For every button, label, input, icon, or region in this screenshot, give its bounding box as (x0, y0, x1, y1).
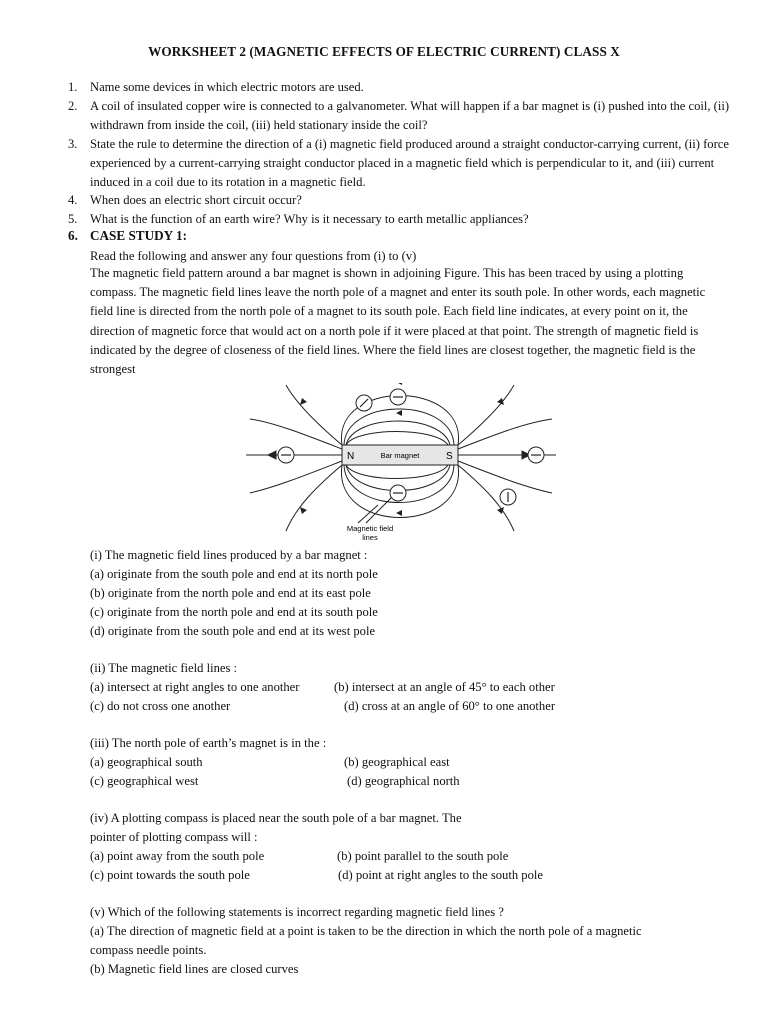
case-study-instruction: Read the following and answer any four questions from (i) to (v) (90, 249, 417, 263)
case-study-paragraph: The magnetic field pattern around a bar magnet is shown in adjoining Figure. This has been traced by using a plotting compass. The magnetic field lines leave the north pole of a magnet and enter its south pole. In other words, each magnetic field line is directed from the north pole of a magnet to its south pole. Each field line indicates, at every point on it, the direction of magnetic force that would act on a north pole if it were placed at that point. The strength of magnetic field is indicated by the degree of closeness of the field lines. Where the field lines are closest together, the magnetic field is the strongest (90, 266, 706, 377)
case-study-title: CASE STUDY 1: (90, 228, 187, 243)
q3-option-b: (b) geographical east (344, 755, 450, 769)
q2-option-c: (c) do not cross one another (90, 699, 231, 713)
question-number: 5. (68, 212, 78, 226)
question-number: 4. (68, 193, 78, 207)
q3-option-c: (c) geographical west (90, 774, 199, 788)
bar-magnet-figure (246, 383, 556, 543)
q4-stem-line1: (iv) A plotting compass is placed near the south pole of a bar magnet. The (90, 811, 462, 825)
q4-stem-line2: pointer of plotting compass will : (90, 830, 258, 844)
q1-option-b: (b) originate from the north pole and end at its east pole (90, 586, 371, 600)
question-text: Name some devices in which electric motors are used. (90, 80, 364, 94)
question-text: What is the function of an earth wire? Why is it necessary to earth metallic appliances? (90, 212, 529, 226)
q4-option-d: (d) point at right angles to the south pole (338, 868, 543, 882)
q2-option-d: (d) cross at an angle of 60° to one another (344, 699, 556, 713)
q5-option-b: (b) Magnetic field lines are closed curves (90, 962, 299, 976)
q4-option-a: (a) point away from the south pole (90, 849, 265, 863)
q1-option-d: (d) originate from the south pole and end at its west pole (90, 624, 376, 638)
q4-option-b: (b) point parallel to the south pole (337, 849, 509, 863)
q5-option-a-line1: (a) The direction of magnetic field at a point is taken to be the direction in which the north pole of a magnetic (90, 924, 642, 938)
q5-stem: (v) Which of the following statements is incorrect regarding magnetic field lines ? (90, 905, 504, 919)
q5-option-a-line2: compass needle points. (90, 943, 207, 957)
question-number: 2. (68, 99, 78, 113)
question-number: 1. (68, 80, 78, 94)
north-pole-label: N (347, 451, 355, 462)
south-pole-label: S (446, 451, 453, 462)
q1-option-a: (a) originate from the south pole and end at its north pole (90, 567, 378, 581)
question-text: When does an electric short circuit occur? (90, 193, 302, 207)
worksheet-title: WORKSHEET 2 (MAGNETIC EFFECTS OF ELECTRIC CURRENT) CLASS X (148, 44, 620, 59)
q3-option-a: (a) geographical south (90, 755, 203, 769)
question-number: 3. (68, 137, 78, 151)
q4-option-c: (c) point towards the south pole (90, 868, 250, 882)
question-number: 6. (68, 228, 78, 243)
q2-option-a: (a) intersect at right angles to one another (90, 680, 300, 694)
q2-option-b: (b) intersect at an angle of 45° to each other (334, 680, 555, 694)
question-text: State the rule to determine the direction of a (i) magnetic field produced around a straight conductor-carrying current, (ii) force experienced by a current-carrying straight conductor placed in a magnetic field which is perpendicular to it, and (iii) current induced in a coil due to its rotation in a magnetic field. (90, 137, 729, 189)
case-study-heading (68, 228, 187, 244)
q3-option-d: (d) geographical north (347, 774, 460, 788)
magnet-label: Bar magnet (380, 451, 420, 460)
figure-caption-line2: lines (362, 533, 378, 542)
figure-caption-line1: Magnetic field (346, 524, 394, 533)
q3-stem: (iii) The north pole of earth’s magnet is in the : (90, 736, 327, 750)
q1-option-c: (c) originate from the north pole and end at its south pole (90, 605, 378, 619)
q2-stem: (ii) The magnetic field lines : (90, 661, 237, 675)
q1-stem: (i) The magnetic field lines produced by a bar magnet : (90, 548, 368, 562)
question-text: A coil of insulated copper wire is connected to a galvanometer. What will happen if a bar magnet is (i) pushed into the coil, (ii) withdrawn from inside the coil, (iii) held stationary inside the coil? (90, 99, 730, 132)
